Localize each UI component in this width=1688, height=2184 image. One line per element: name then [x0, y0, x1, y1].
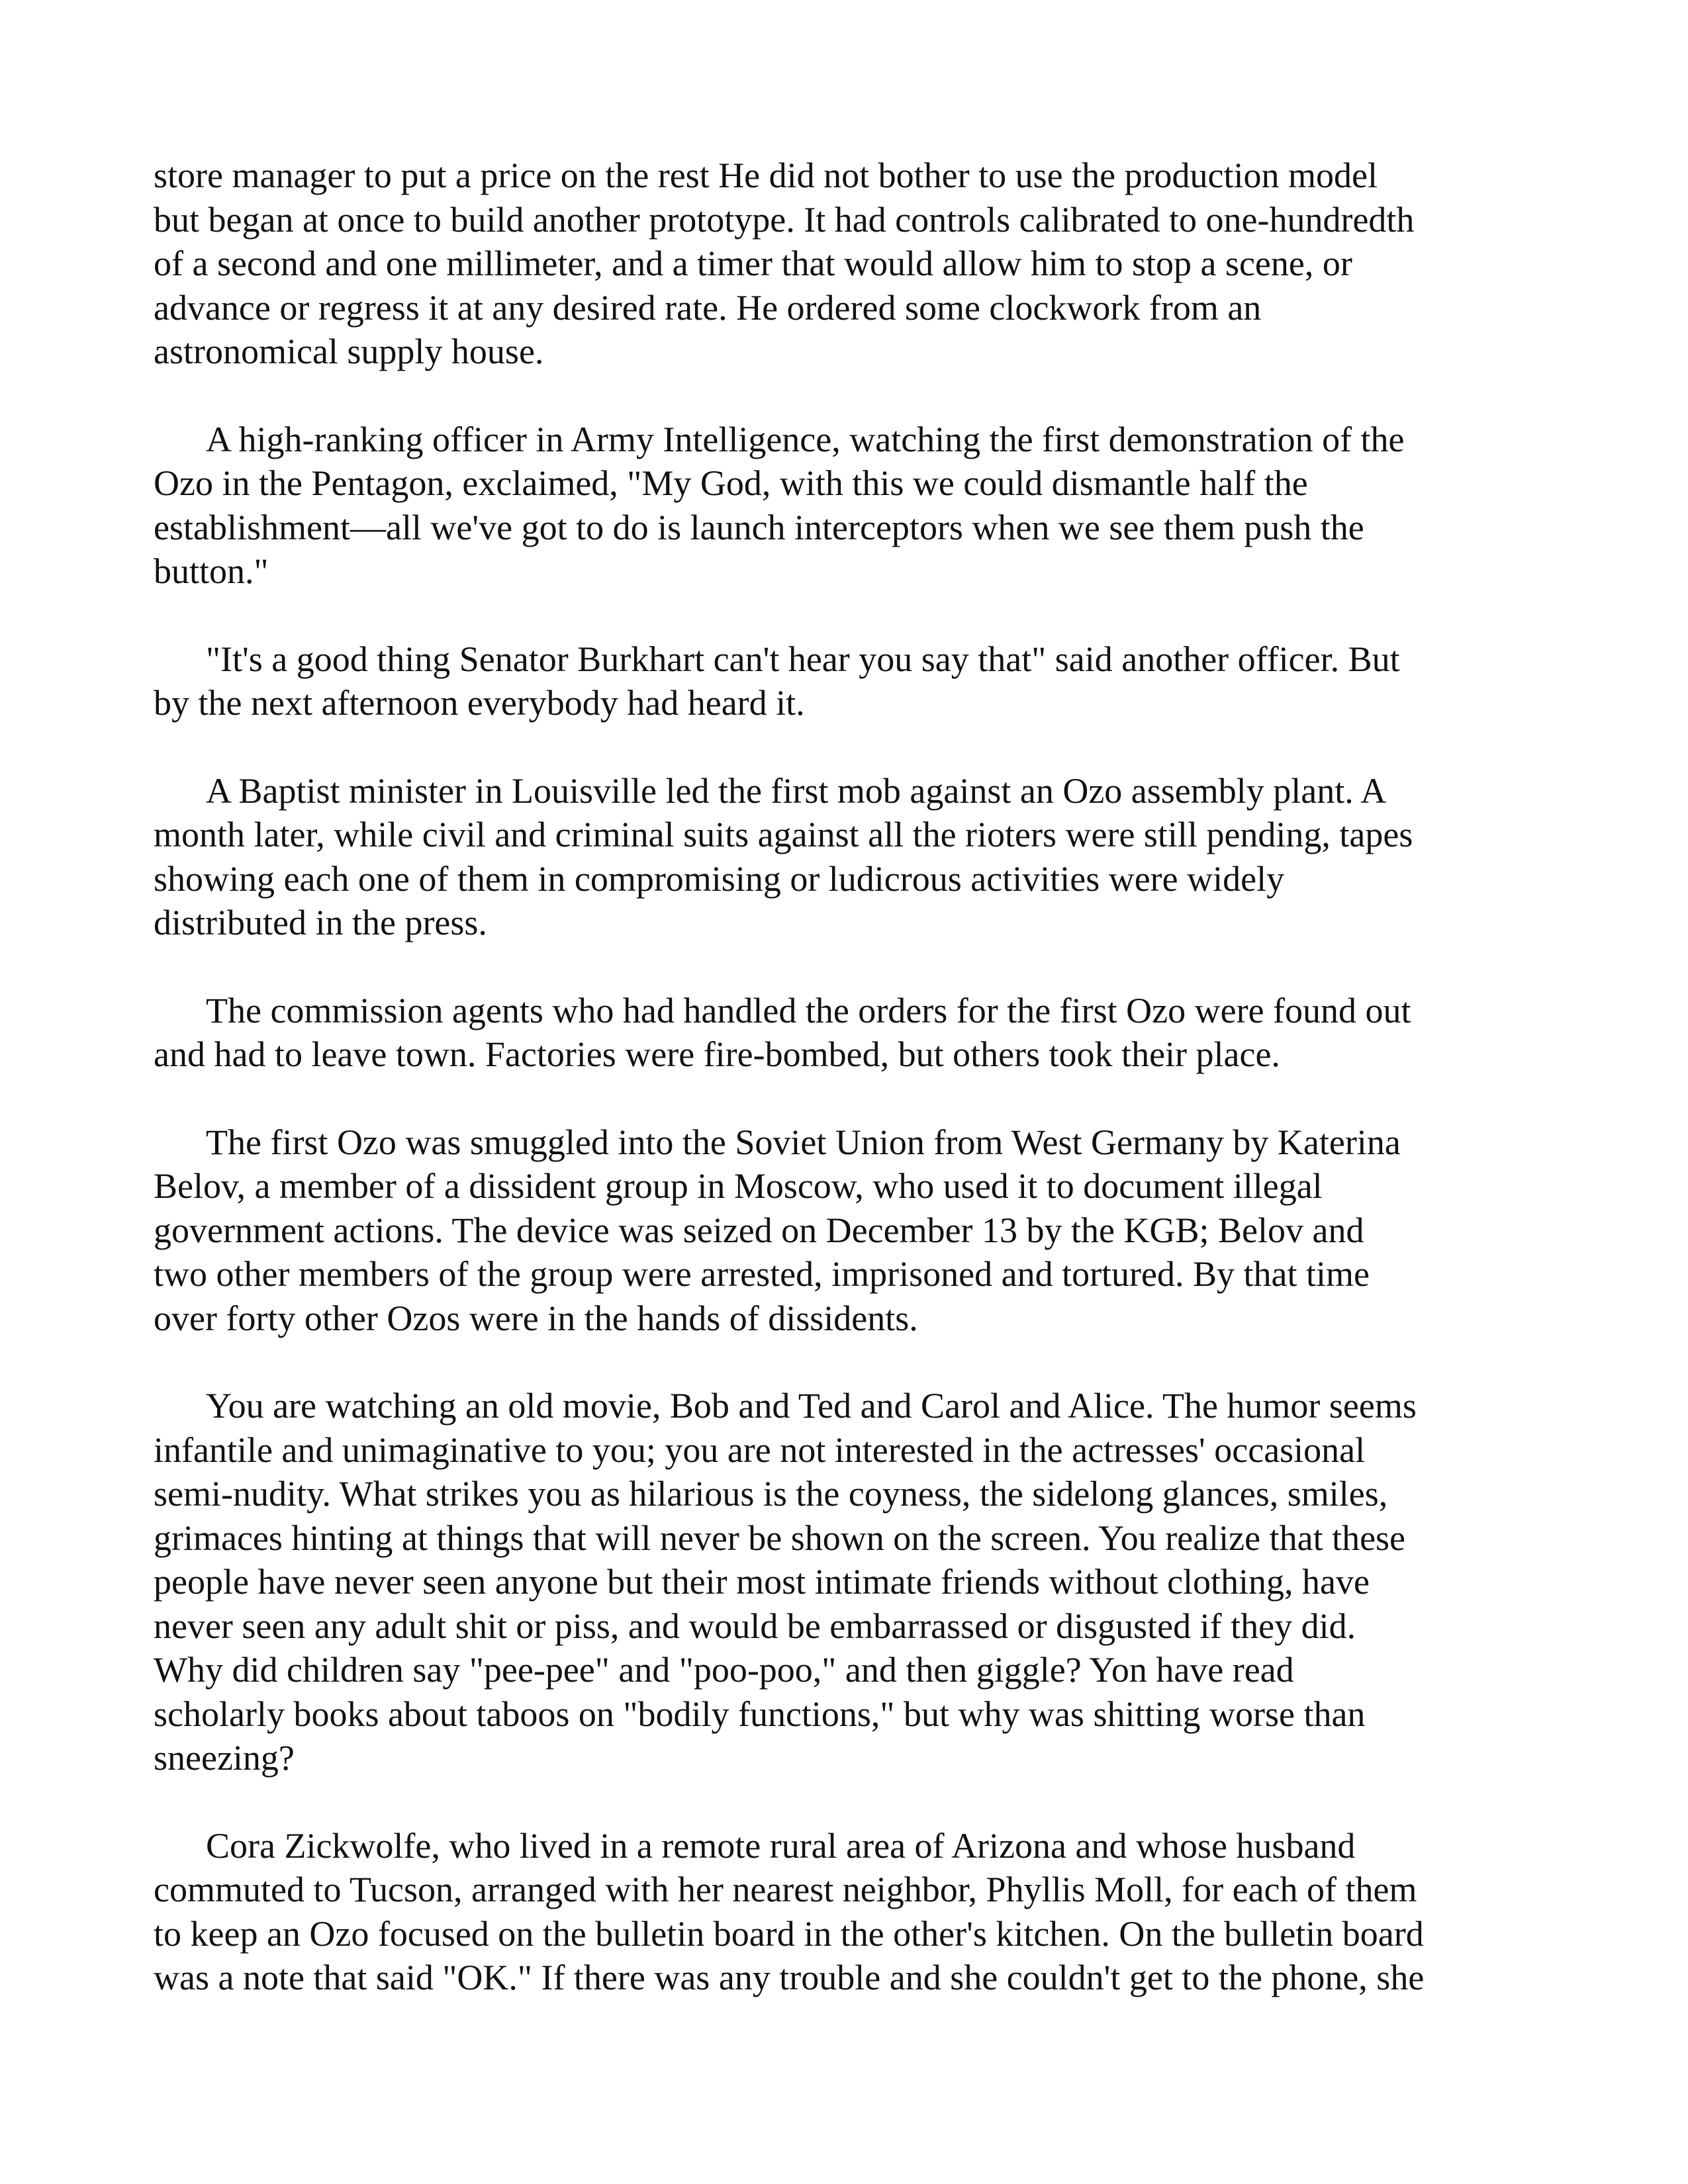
text-line: A high-ranking officer in Army Intelligence, watching the first demonstration of the: [206, 419, 1405, 459]
text-line: store manager to put a price on the rest He did not bother to use the production model: [154, 156, 1378, 195]
text-line: Ozo in the Pentagon, exclaimed, "My God, with this we could dismantle half the: [154, 463, 1308, 503]
text-line: establishment—all we've got to do is launch interceptors when we see them push the: [154, 507, 1364, 547]
body-text: [154, 154, 1537, 2044]
text-line: infantile and unimaginative to you; you are not interested in the actresses' occasional: [154, 1430, 1366, 1470]
paragraph-4: [154, 769, 1537, 945]
text-line: semi-nudity. What strikes you as hilarious is the coyness, the sidelong glances, smiles,: [154, 1474, 1388, 1514]
text-line: A Baptist minister in Louisville led the first mob against an Ozo assembly plant. A: [206, 770, 1387, 811]
text-line: two other members of the group were arrested, imprisoned and tortured. By that time: [154, 1254, 1370, 1294]
paragraph-7: [154, 1384, 1537, 1780]
paragraph-2: [154, 418, 1537, 594]
text-line: to keep an Ozo focused on the bulletin board in the other's kitchen. On the bulletin board: [154, 1913, 1424, 1954]
text-line: people have never seen anyone but their most intimate friends without clothing, have: [154, 1562, 1370, 1602]
text-line: never seen any adult shit or piss, and would be embarrassed or disgusted if they did.: [154, 1606, 1356, 1646]
paragraph-1: [154, 154, 1537, 374]
text-line: but began at once to build another prototype. It had controls calibrated to one-hundredth: [154, 199, 1415, 240]
text-line: You are watching an old movie, Bob and Ted and Carol and Alice. The humor seems: [206, 1386, 1417, 1426]
text-line: commuted to Tucson, arranged with her nearest neighbor, Phyllis Moll, for each of them: [154, 1870, 1417, 1909]
text-line: The commission agents who had handled the orders for the first Ozo were found out: [206, 990, 1411, 1030]
paragraph-6: [154, 1120, 1537, 1341]
text-line: showing each one of them in compromising or ludicrous activities were widely: [154, 858, 1285, 899]
text-line: government actions. The device was seized on December 13 by the KGB; Belov and: [154, 1210, 1364, 1250]
text-line: Cora Zickwolfe, who lived in a remote rural area of Arizona and whose husband: [206, 1825, 1356, 1866]
text-line: over forty other Ozos were in the hands of dissidents.: [154, 1298, 918, 1338]
text-line: scholarly books about taboos on "bodily functions," but why was shitting worse than: [154, 1694, 1366, 1734]
text-line: was a note that said "OK." If there was any trouble and she couldn't get to the phone, she: [154, 1958, 1425, 1997]
text-line: The first Ozo was smuggled into the Soviet Union from West Germany by Katerina: [206, 1122, 1401, 1162]
paragraph-8: [154, 1824, 1537, 2000]
text-line: of a second and one millimeter, and a timer that would allow him to stop a scene, or: [154, 244, 1352, 283]
text-line: grimaces hinting at things that will never be shown on the screen. You realize that these: [154, 1518, 1406, 1558]
text-line: and had to leave town. Factories were fire-bombed, but others took their place.: [154, 1034, 1280, 1074]
text-line: month later, while civil and criminal suits against all the rioters were still pending, tapes: [154, 815, 1413, 854]
text-line: Why did children say "pee-pee" and "poo-poo," and then giggle? Yon have read: [154, 1650, 1294, 1690]
text-line: distributed in the press.: [154, 903, 487, 942]
text-line: astronomical supply house.: [154, 332, 544, 371]
text-line: Belov, a member of a dissident group in Moscow, who used it to document illegal: [154, 1166, 1323, 1206]
paragraph-5: [154, 989, 1537, 1077]
text-line: button.": [154, 551, 269, 591]
text-line: sneezing?: [154, 1738, 295, 1778]
text-line: "It's a good thing Senator Burkhart can't hear you say that" said another officer. But: [206, 639, 1400, 679]
text-line: by the next afternoon everybody had heard it.: [154, 683, 805, 723]
paragraph-3: [154, 637, 1537, 725]
text-line: advance or regress it at any desired rate. He ordered some clockwork from an: [154, 287, 1262, 328]
